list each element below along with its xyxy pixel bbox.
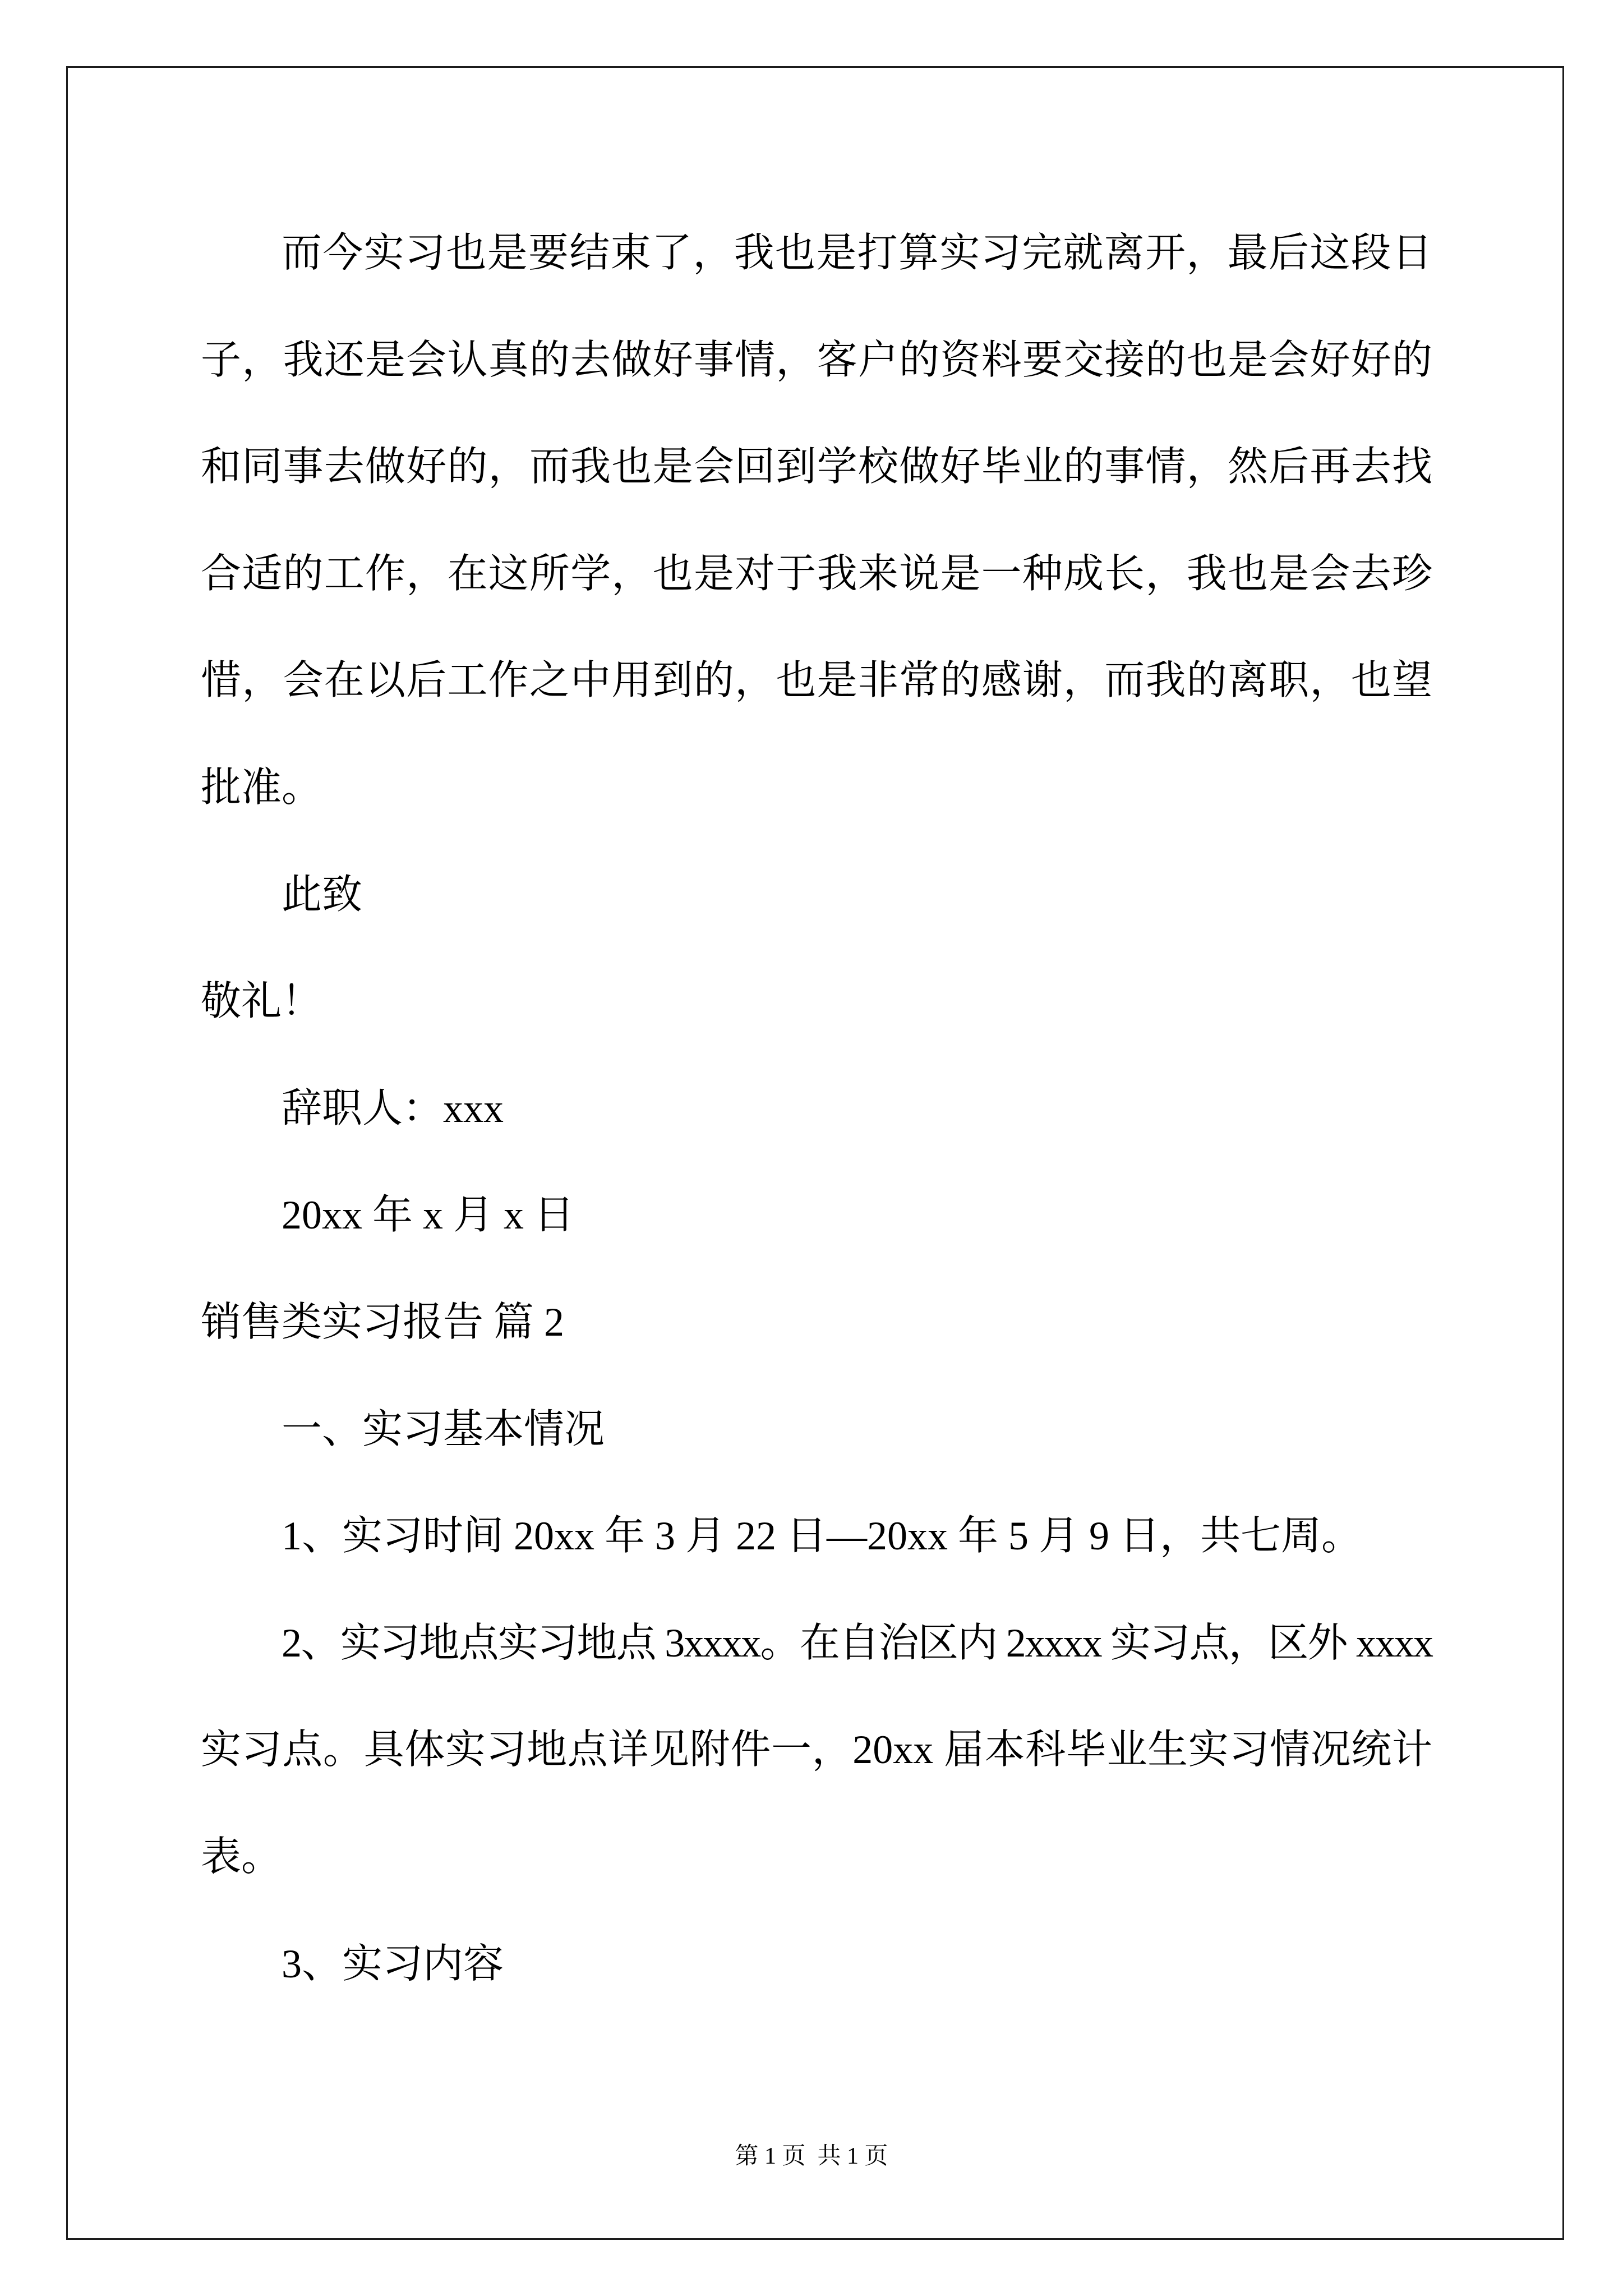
report-title: 销售类实习报告 篇 2 xyxy=(201,1299,565,1345)
paragraph-line: 合适的工作，在这所学，也是对于我来说是一种成长，我也是会去珍 xyxy=(201,551,1432,596)
section-heading: 一、实习基本情况 xyxy=(282,1406,605,1452)
paragraph-line: 子，我还是会认真的去做好事情，客户的资料要交接的也是会好好的 xyxy=(201,337,1432,383)
internship-content-item: 3、实习内容 xyxy=(282,1941,504,1986)
resignation-paragraph xyxy=(201,200,1432,841)
paragraph-line: 惜，会在以后工作之中用到的，也是非常的感谢，而我的离职，也望 xyxy=(201,658,1432,703)
paragraph-line: 和同事去做好的，而我也是会回到学校做好毕业的事情，然后再去找 xyxy=(201,444,1432,490)
internship-time-item: 1、实习时间 20xx 年 3 月 22 日—20xx 年 5 月 9 日，共七周。 xyxy=(282,1513,1362,1559)
page-body xyxy=(201,200,1432,2017)
salutation-line: 敬礼！ xyxy=(201,979,322,1024)
paragraph-line: 而今实习也是要结束了，我也是打算实习完就离开，最后这段日 xyxy=(282,231,1432,275)
closing-line: 此致 xyxy=(282,872,363,917)
signer-line: 辞职人：xxx xyxy=(282,1085,504,1131)
paragraph-line: 实习点。具体实习地点详见附件一，20xx 届本科毕业生实习情况统计 xyxy=(201,1727,1432,1773)
date-line: 20xx 年 x 月 x 日 xyxy=(282,1193,575,1238)
paragraph-line: 表。 xyxy=(201,1834,282,1879)
paragraph-line: 2、实习地点实习地点 3xxxx。在自治区内 2xxxx 实习点，区外 xxxx xyxy=(282,1620,1432,1665)
paragraph-line: 批准。 xyxy=(201,765,322,810)
internship-location-paragraph xyxy=(201,1590,1432,1911)
page-number-footer: 第 1 页 共 1 页 xyxy=(735,2143,888,2169)
